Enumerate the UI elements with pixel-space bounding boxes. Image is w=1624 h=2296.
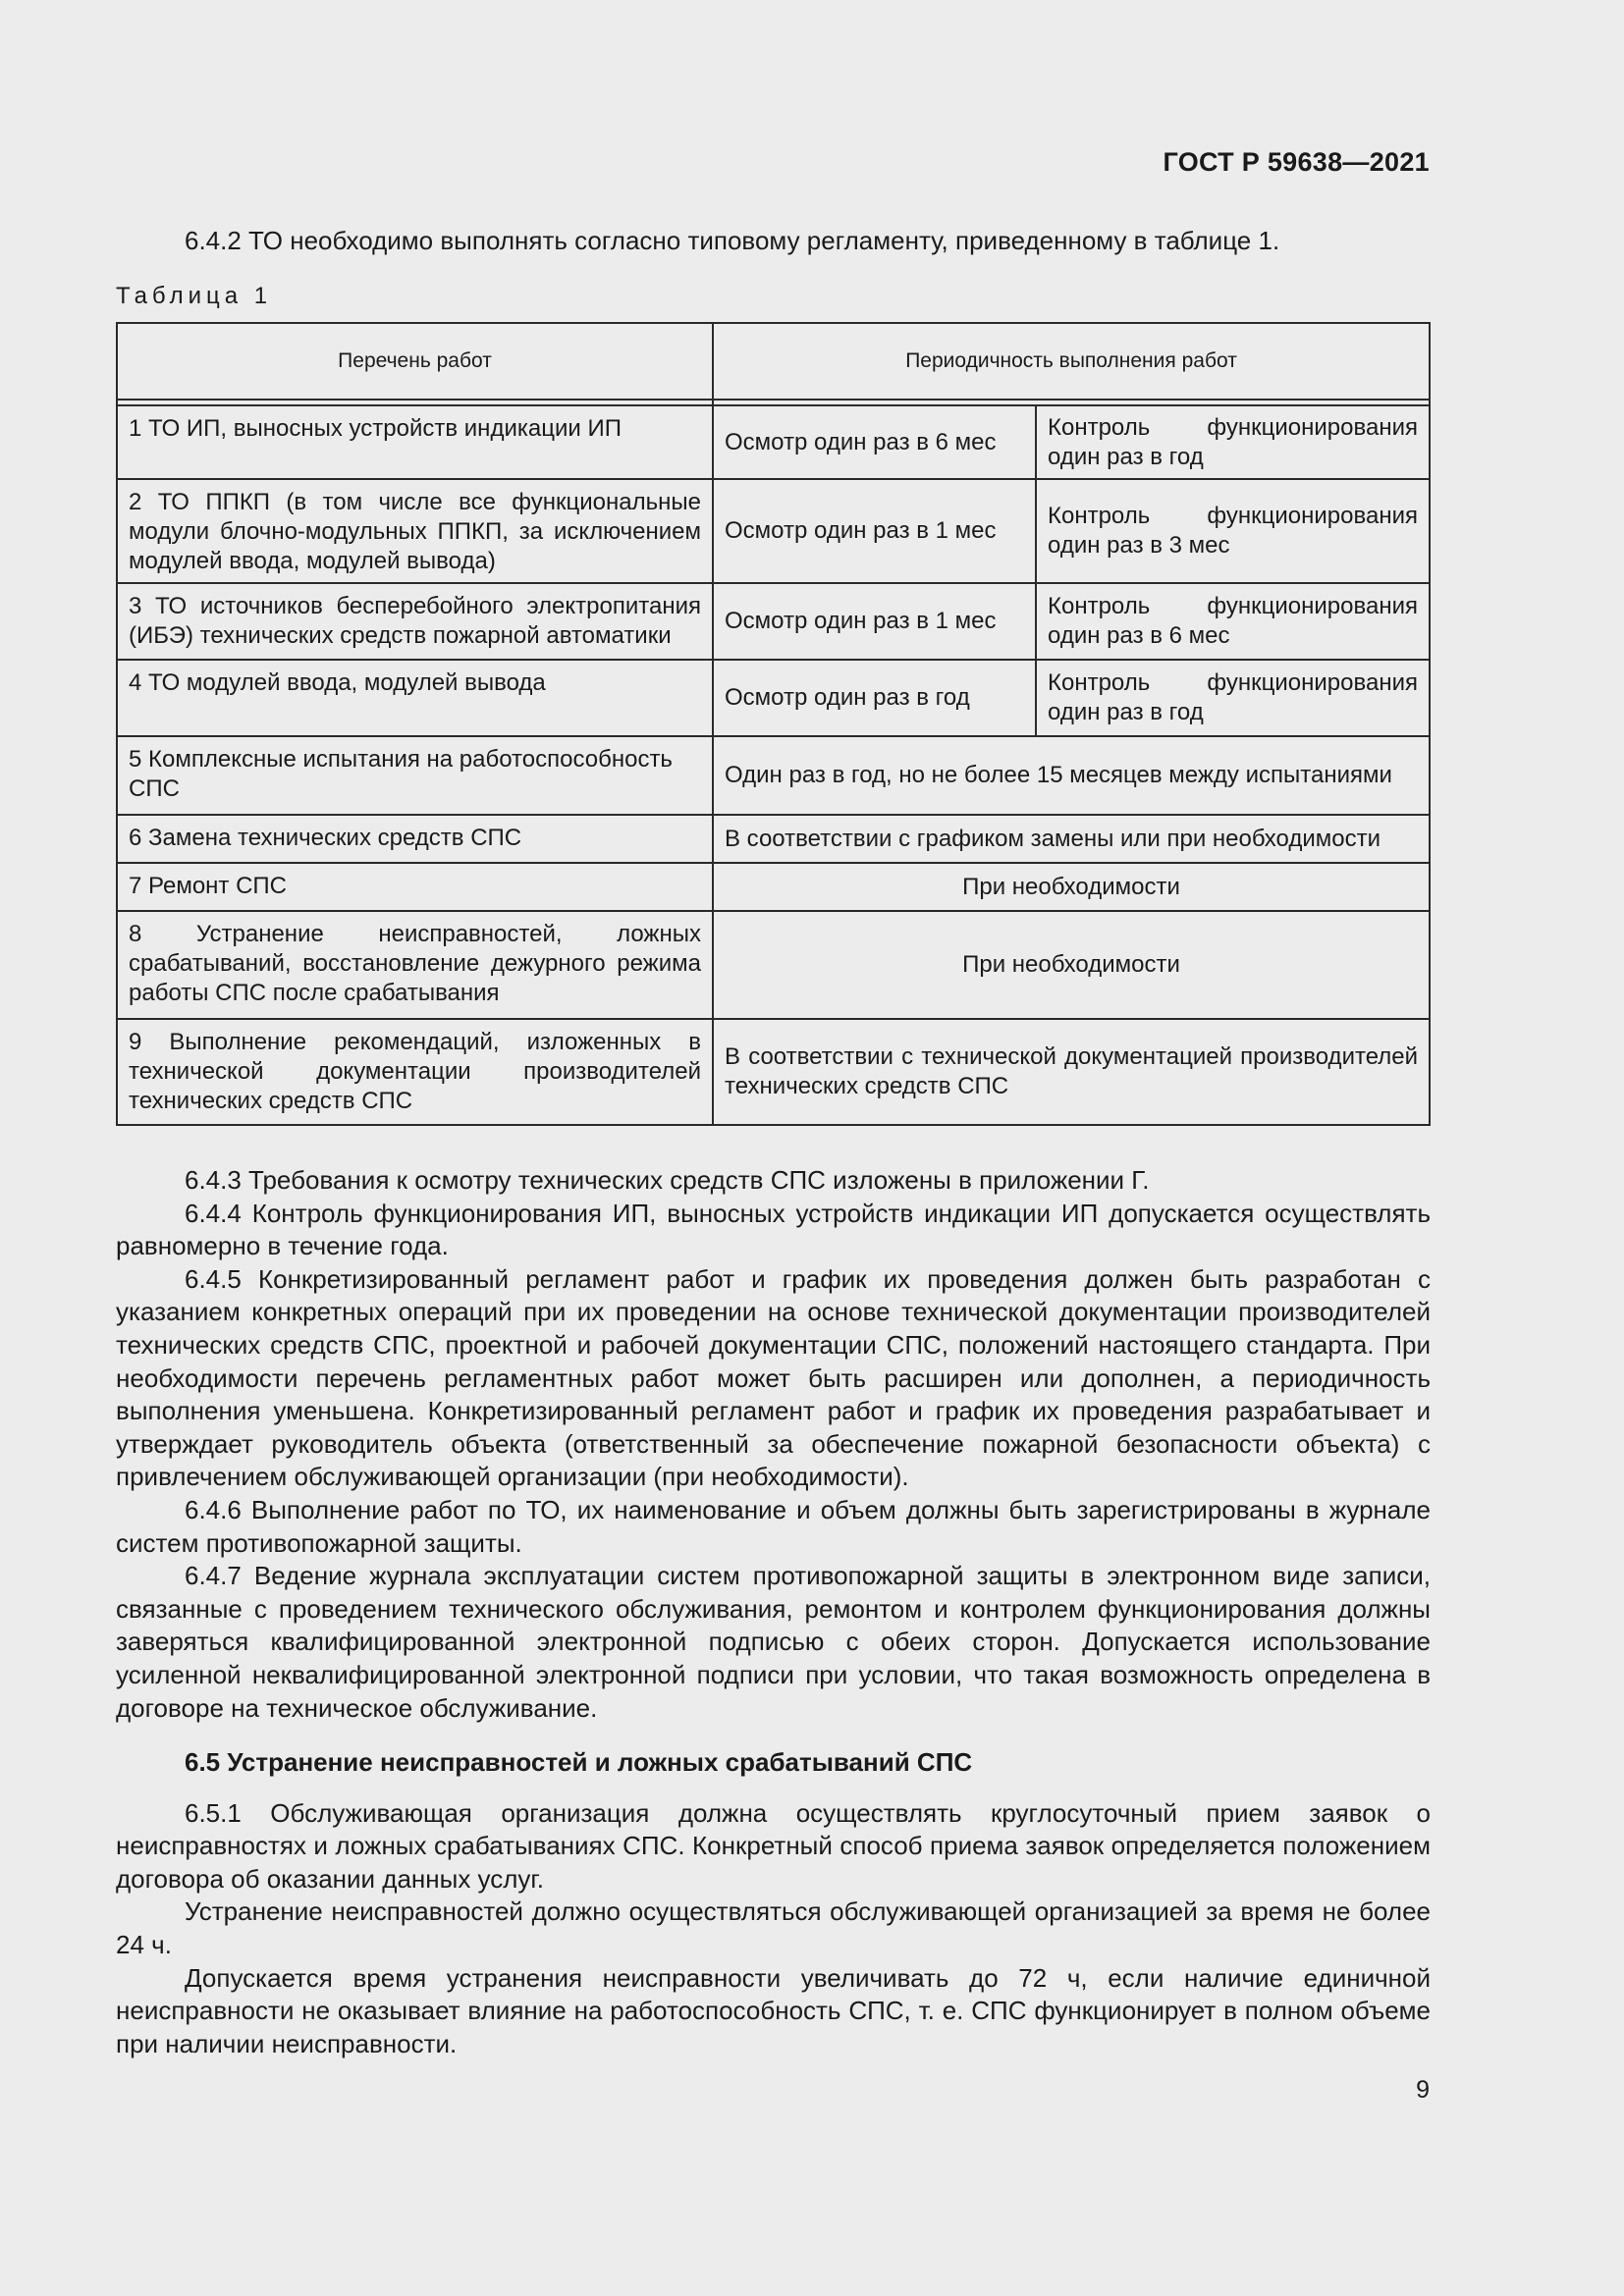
inspection-cell: Осмотр один раз в 1 мес: [713, 583, 1036, 660]
regulation-table: [116, 322, 1431, 1126]
paragraph-6-4-3: 6.4.3 Требования к осмотру технических средств СПС изложены в приложении Г.: [185, 1165, 1150, 1195]
col-header-period: Периодичность выполнения работ: [713, 323, 1430, 400]
work-cell: 4 ТО модулей ввода, модулей вывода: [117, 660, 713, 736]
control-cell: Контроль функционирования один раз в 6 мес: [1036, 583, 1430, 660]
work-cell: 5 Комплексные испытания на работоспособность СПС: [117, 736, 713, 815]
table-row: [117, 1019, 1430, 1125]
inspection-cell: Осмотр один раз в 1 мес: [713, 479, 1036, 583]
paragraph-6-4-5: 6.4.5 Конкретизированный регламент работ и график их проведения должен быть разработан с указанием конкретных операций при их проведении на основе технической документации производителей технических средств СПС, проектной и рабочей документации СПС, положений настоящего стандарта. При необходимости перечень регламентных работ может быть расширен или дополнен, а периодичность выполнения уменьшена. Конкретизированный регламент работ и график их проведения разрабатывает и утверждает руководитель объекта (ответственный за обеспечение пожарной безопасности объекта) с привлечением обслуживающей организации (при необходимости).: [116, 1263, 1431, 1492]
table-row: [117, 863, 1430, 911]
table-row: [117, 479, 1430, 583]
work-cell: 7 Ремонт СПС: [117, 863, 713, 911]
paragraph-extended-time: Допускается время устранения неисправности увеличивать до 72 ч, если наличие единичной неисправности не оказывает влияние на работоспособность СПС, т. е. СПС функционирует в полном объеме при наличии неисправности.: [116, 1962, 1431, 2058]
control-cell: Контроль функционирования один раз в год: [1036, 405, 1430, 479]
period-cell: При необходимости: [713, 863, 1430, 911]
work-cell: 2 ТО ППКП (в том числе все функциональные модули блочно-модульных ППКП, за исключением модулей ввода, модулей вывода): [117, 479, 713, 583]
intro-paragraph: 6.4.2 ТО необходимо выполнять согласно типовому регламенту, приведенному в таблице 1.: [185, 226, 1280, 255]
table-caption: Таблица 1: [116, 283, 273, 309]
body-text: [116, 1164, 1431, 2060]
work-cell: 6 Замена технических средств СПС: [117, 815, 713, 863]
work-cell: 9 Выполнение рекомендаций, изложенных в технической документации производителей технических средств СПС: [117, 1019, 713, 1125]
period-cell: В соответствии с технической документацией производителей технических средств СПС: [713, 1019, 1430, 1125]
work-cell: 8 Устранение неисправностей, ложных срабатываний, восстановление дежурного режима работы СПС после срабатывания: [117, 911, 713, 1019]
paragraph-6-4-6: 6.4.6 Выполнение работ по ТО, их наименование и объем должны быть зарегистрированы в журнале систем противопожарной защиты.: [116, 1494, 1431, 1558]
paragraph-6-4-4: 6.4.4 Контроль функционирования ИП, выносных устройств индикации ИП допускается осуществлять равномерно в течение года.: [116, 1198, 1431, 1261]
work-cell: 1 ТО ИП, выносных устройств индикации ИП: [117, 405, 713, 479]
control-cell: Контроль функционирования один раз в 3 мес: [1036, 479, 1430, 583]
table-row: [117, 815, 1430, 863]
control-cell: Контроль функционирования один раз в год: [1036, 660, 1430, 736]
inspection-cell: Осмотр один раз в год: [713, 660, 1036, 736]
inspection-cell: Осмотр один раз в 6 мес: [713, 405, 1036, 479]
paragraph-6-4-7: 6.4.7 Ведение журнала эксплуатации систем противопожарной защиты в электронном виде записи, связанные с проведением технического обслуживания, ремонтом и контролем функционирования должны заверяться квалифицированной электронной подписью с обеих сторон. Допускается использование усиленной неквалифицированной электронной подписи при условии, что такая возможность определена в договоре на техническое обслуживание.: [116, 1561, 1431, 1723]
work-cell: 3 ТО источников бесперебойного электропитания (ИБЭ) технических средств пожарной автоматики: [117, 583, 713, 660]
table-row: [117, 583, 1430, 660]
paragraph-6-5-1: 6.5.1 Обслуживающая организация должна осуществлять круглосуточный прием заявок о неисправностях и ложных срабатываниях СПС. Конкретный способ приема заявок определяется положением договора об оказании данных услуг.: [116, 1797, 1431, 1894]
period-cell: При необходимости: [713, 911, 1430, 1019]
table-row: [117, 736, 1430, 815]
period-cell: Один раз в год, но не более 15 месяцев между испытаниями: [713, 736, 1430, 815]
page-number: 9: [1416, 2076, 1430, 2104]
col-header-works: Перечень работ: [117, 323, 713, 400]
standard-code: ГОСТ Р 59638—2021: [1163, 147, 1430, 177]
table-row: [117, 405, 1430, 479]
period-cell: В соответствии с графиком замены или при необходимости: [713, 815, 1430, 863]
paragraph-repair-time: Устранение неисправностей должно осуществляться обслуживающей организацией за время не более 24 ч.: [116, 1896, 1431, 1960]
table-row: [117, 911, 1430, 1019]
table-header-row: [117, 323, 1430, 400]
section-heading-6-5: 6.5 Устранение неисправностей и ложных срабатываний СПС: [185, 1747, 973, 1778]
table-row: [117, 660, 1430, 736]
